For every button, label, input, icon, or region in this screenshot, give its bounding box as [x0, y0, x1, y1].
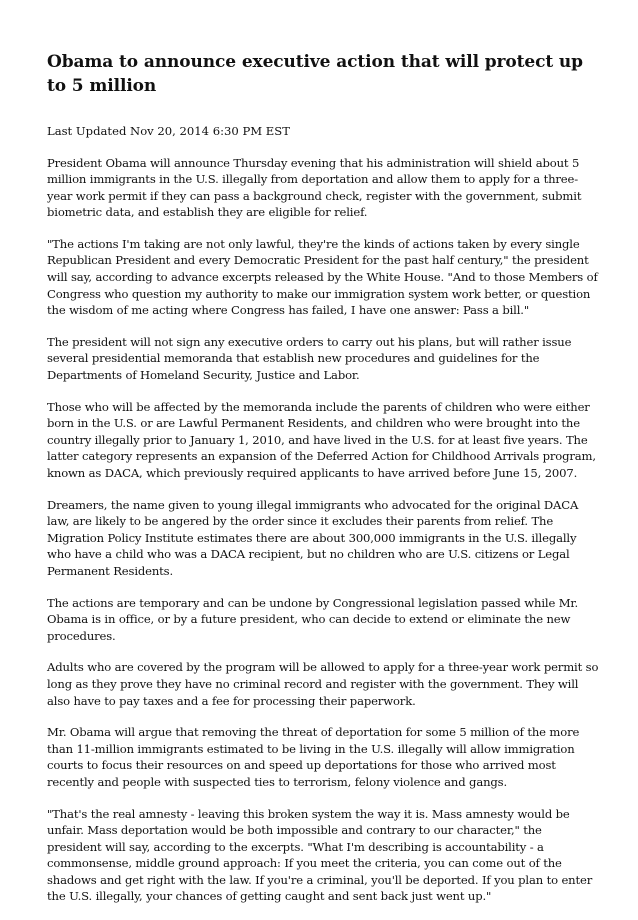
- article-paragraph: "The actions I'm taking are not only lawful, they're the kinds of actions taken by every single Republican President and every Democratic President for the past half century," the president will say, according to advance excerpts released by the White House. "And to those Members of Congress who question my authority to make our immigration system work better, or question the wisdom of me acting where Congress has failed, I have one answer: Pass a bill.": [47, 236, 598, 318]
- article-paragraph: "That's the real amnesty - leaving this broken system the way it is. Mass amnesty would be unfair. Mass deportation would be both impossible and contrary to our character," the president will say, according to the excerpts. "What I'm describing is accountability - a commonsense, middle ground approach: If you meet the criteria, you can come out of the shadows and get right with the law. If you're a criminal, you'll be deported. If you plan to enter the U.S. illegally, your chances of getting caught and sent back just went up.": [47, 806, 593, 904]
- article-paragraph: The president will not sign any executive orders to carry out his plans, but will rather issue several presidential memoranda that establish new procedures and guidelines for the Departments of Homeland Security, Justice and Labor.: [47, 334, 572, 383]
- article-paragraph: The actions are temporary and can be undone by Congressional legislation passed while Mr. Obama is in office, or by a future president, who can decide to extend or eliminate the new procedures.: [47, 595, 579, 643]
- article-paragraph: Those who will be affected by the memoranda include the parents of children who were either born in the U.S. or are Lawful Permanent Residents, and children who were brought into the country illegally prior to January 1, 2010, and have lived in the U.S. for at least five years. The latter category represents an expansion of the Deferred Action for Childhood Arrivals program, known as DACA, which previously required applicants to have arrived before June 15, 2007.: [47, 399, 596, 480]
- article-paragraph: Dreamers, the name given to young illegal immigrants who advocated for the original DACA law, are likely to be angered by the order since it excludes their parents from relief. The Migration Policy Institute estimates there are about 300,000 immigrants in the U.S. illegally who have a child who was a DACA recipient, but no children who are U.S. citizens or Legal Permanent Residents.: [47, 497, 579, 578]
- last-updated-timestamp: Last Updated Nov 20, 2014 6:30 PM EST: [47, 124, 290, 138]
- article-paragraph: Mr. Obama will argue that removing the threat of deportation for some 5 million of the more than 11-million immigrants estimated to be living in the U.S. illegally will allow immigration courts to focus their resources on and speed up deportations for those who arrived most recently and people with suspected ties to terrorism, felony violence and gangs.: [47, 725, 580, 789]
- article-paragraph: Adults who are covered by the program will be allowed to apply for a three-year work permit so long as they prove they have no criminal record and register with the government. They will also have to pay taxes and a fee for processing their paperwork.: [47, 660, 599, 708]
- article-paragraph: President Obama will announce Thursday evening that his administration will shield about 5 million immigrants in the U.S. illegally from deportation and allow them to apply for a three-year work permit if they can pass a background check, register with the government, submit biometric data, and establish they are eligible for relief.: [47, 155, 582, 220]
- article-body: [47, 155, 599, 906]
- document-page: [47, 50, 599, 920]
- article-title: Obama to announce executive action that will protect up to 5 million: [47, 52, 583, 96]
